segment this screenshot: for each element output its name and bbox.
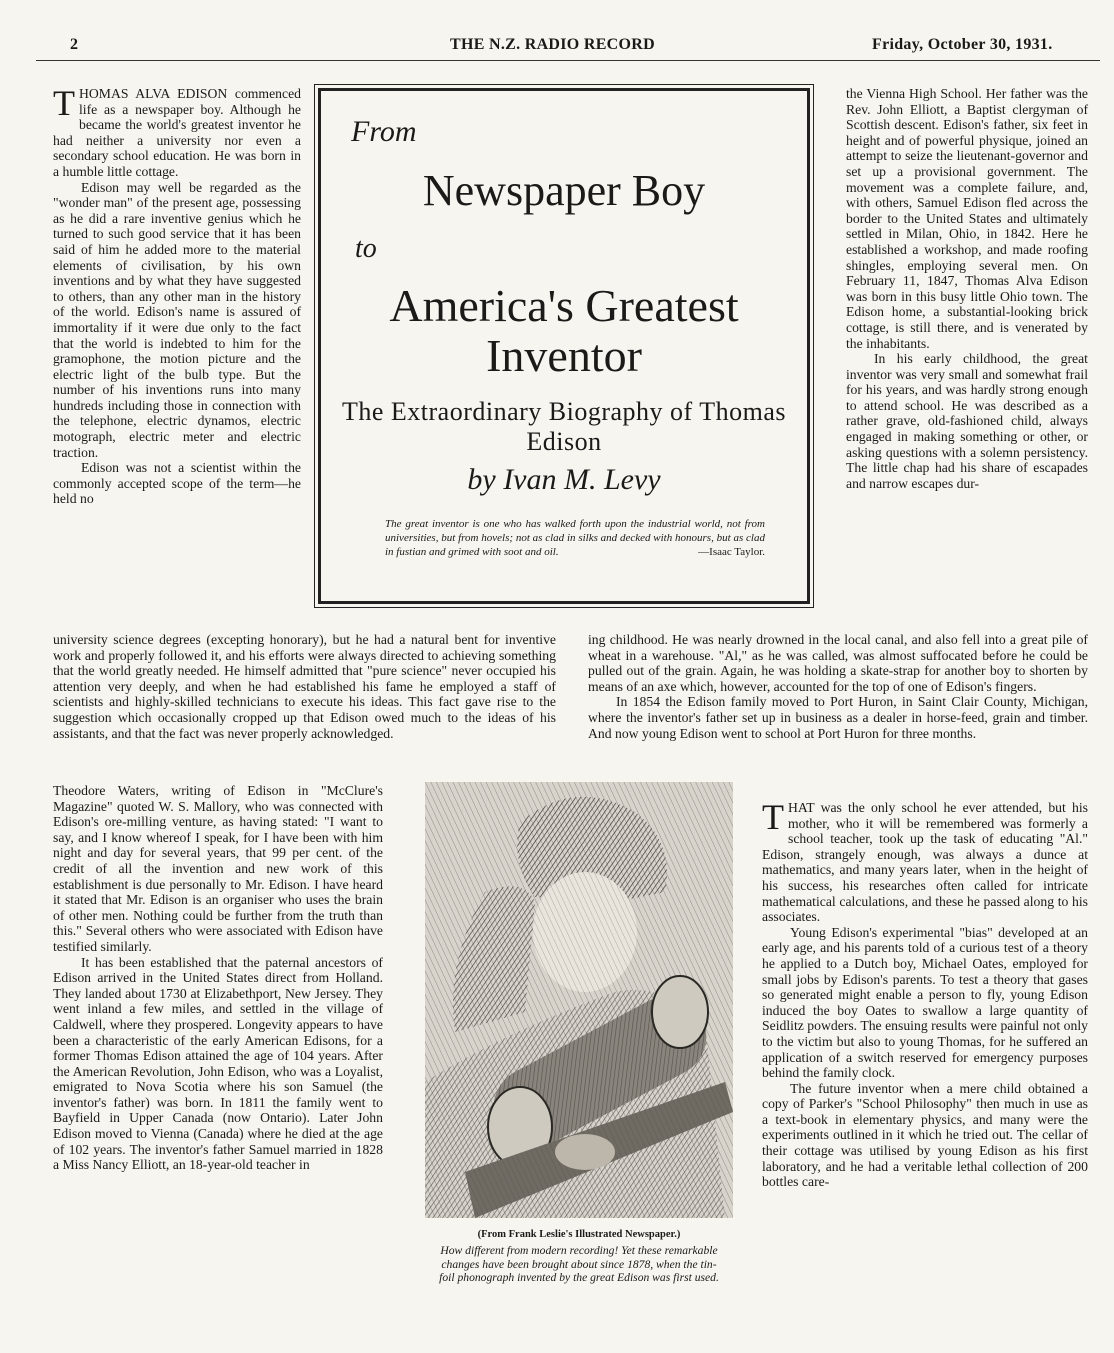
epigraph-attribution: —Isaac Taylor.	[698, 546, 765, 558]
paragraph: Edison may well be regarded as the "wonder man" of the present age, possessing as he did a rare inventive genius which he turned to such good service that it has been said of him he added more to the material elements of civilisation, by his own inventions and by what they have suggested to others, than any other man in the history of the world. Edison's name is assured of immortality if it were due only to the fact that the world is indebted to him for the gramophone, the motion picture and the electric light of the bulb type. But the number of his inventions runs into many hundreds including those in connection with the telephone, electric dynamos, electric motograph, electric meter and electric traction.	[53, 179, 301, 460]
drop-cap: T	[53, 83, 75, 123]
paragraph: It has been established that the paternal ancestors of Edison arrived in the United States direct from Holland. They landed about 1730 at Elizabethport, New Jersey. They went inland a few miles, and settled in the village of Caldwell, where they prospered. Longevity appears to have been a characteristic of the early American Edisons, for a former Thomas Edison attained the age of 104 years. After the American Revolution, John Edison, who was a Loyalist, emigrated to Nova Scotia where his son Samuel (the inventor's father) was born. In 1811 the family went to Bayfield in Upper Canada (now Ontario). Later John Edison moved to Vienna (Canada) where he died at the age of 102 years. The inventor's father Samuel married in 1828 a Miss Nancy Elliott, an 18-year-old teacher in	[53, 954, 383, 1173]
phonograph-illustration	[425, 782, 733, 1218]
paragraph: In his early childhood, the great inventor was very small and somewhat frail for his years, and was hardly strong enough to attend school. He was described as a rather grave, old-fashioned child, always engaged in making something or other, or asking questions with a solemn persistency. The little chap had his share of escapades and narrow escapes dur-	[846, 351, 1088, 491]
issue-date: Friday, October 30, 1931.	[872, 36, 1053, 53]
wide-paragraph-right	[588, 632, 1088, 741]
paragraph: Edison was not a scientist within the commonly accepted scope of the term—he held no	[53, 460, 301, 507]
lead-paragraph: THOMAS ALVA EDISON commenced life as a newspaper boy. Although he became the world's greatest inventor he had neither a university nor even a secondary school education. He was born in a humble little cottage.	[53, 83, 301, 179]
title-greatest-inventor: America's Greatest Inventor	[389, 280, 739, 381]
photo-caption: How different from modern recording! Yet these remarkable changes have been brought about since 1878, when the tin-foil phonograph invented by the great Edison was first used.	[439, 1244, 719, 1284]
paragraph: THAT was the only school he ever attended, but his mother, who it will be remembered was formerly a school teacher, took up the task of educating "Al." Edison, strangely enough, was always a dunce at mathematics, and many years later, when in the height of his success, his researches often called for intricate mathematical calculations, and these he passed along to his associates.	[762, 797, 1088, 925]
subtitle: The Extraordinary Biography of Thomas Edison	[341, 397, 787, 456]
header-rule	[36, 60, 1100, 61]
title-box	[318, 88, 810, 604]
engraving-image	[425, 782, 733, 1218]
paragraph: Theodore Waters, writing of Edison in "McClure's Magazine" quoted W. S. Mallory, who was connected with Edison's ore-milling venture, as having stated: "I want to say, and I know whereof I speak, for I have been with him night and day for several years, that 99 per cent. of the credit of all the invention and new work of this establishment is due personally to Mr. Edison. I have heard it stated that Mr. Edison is an organiser who uses the brain of other men. Nothing could be further from the truth than this." Several others who were associated with Edison have testified similarly.	[53, 783, 383, 954]
publication-title: THE N.Z. RADIO RECORD	[450, 36, 655, 53]
title-to: to	[355, 233, 377, 264]
paragraph: university science degrees (excepting honorary), but he had a natural bent for inventive work and properly followed it, and his efforts were always directed to achieving something that the world greatly needed. He himself admitted that "pure science" never occupied his attention very deeply, and when he had established his fame he employed a staff of scientists and highly-skilled technicians to execute his ideas. This fact gave rise to the suggestion which occasionally cropped up that Edison owed much to the ideas of his assistants, and that the fact was never properly acknowledged.	[53, 632, 556, 741]
paragraph: ing childhood. He was nearly drowned in the local canal, and also fell into a great pile of wheat in a warehouse. "Al," as he was called, was almost suffocated before he could be pulled out of the grain. Again, he was holding a skate-strap for another boy to shorten by means of an axe which, however, accounted for the top of one of Edison's fingers.	[588, 632, 1088, 694]
title-newspaper-boy: Newspaper Boy	[422, 166, 706, 215]
paragraph: the Vienna High School. Her father was the Rev. John Elliott, a Baptist clergyman of Scottish descent. Edison's father, six feet in height and of powerful physique, joined an attempt to seize the lieutenant-governor and set up a provisional government. The movement was a complete failure, and, with others, Samuel Edison fled across the border to the United States and ultimately settled in Milan, Ohio, in 1842. Here he established a workshop, and made roofing shingles, employing several men. On February 11, 1847, Thomas Alva Edison was born in this busy little Ohio town. The Edison home, a substantial-looking brick cottage, is still there, and is venerated by the inhabitants.	[846, 86, 1088, 351]
drop-cap: T	[762, 797, 784, 837]
right-column-upper	[846, 86, 1088, 491]
epigraph	[385, 517, 765, 559]
page-number: 2	[70, 36, 79, 53]
wide-paragraph-left	[53, 632, 556, 741]
paragraph: Young Edison's experimental "bias" developed at an early age, and his parents told of a curious test of a theory he applied to a Dutch boy, Michael Oates, employed for small jobs by Edison's parents. To test a theory that gases so generated might enable a person to fly, young Edison induced the boy Oates to swallow a large quantity of Seidlitz powders. The ensuing results were painful not only to the victim but also to young Thomas, for he suffered an application of a switch reserved for emergency purposes behind the family clock.	[762, 924, 1088, 1081]
right-column-lower	[762, 797, 1088, 1190]
paragraph: In 1854 the Edison family moved to Port Huron, in Saint Clair County, Michigan, where the inventor's father set up in business as a dealer in horse-feed, grain and timber. And now young Edison went to school at Port Huron for three months.	[588, 694, 1088, 741]
photo-source: (From Frank Leslie's Illustrated Newspaper.)	[477, 1229, 681, 1240]
title-from: From	[351, 115, 417, 148]
epigraph-text: The great inventor is one who has walked forth upon the industrial world, not from universities, but from hovels; not as clad in silks and decked with honours, but as clad in fustian and grimed with soot and oil.	[385, 518, 765, 558]
left-column-upper	[53, 83, 301, 507]
byline: by Ivan M. Levy	[467, 463, 661, 496]
paragraph: The future inventor when a mere child obtained a copy of Parker's "School Philosophy" then much in use as a text-book in elementary physics, and many were the experiments outlined in it which he tried out. The cellar of their cottage was utilised by young Edison as his first laboratory, and he had a veritable lethal collection of 200 bottles care-	[762, 1080, 1088, 1190]
left-column-lower	[53, 783, 383, 1173]
